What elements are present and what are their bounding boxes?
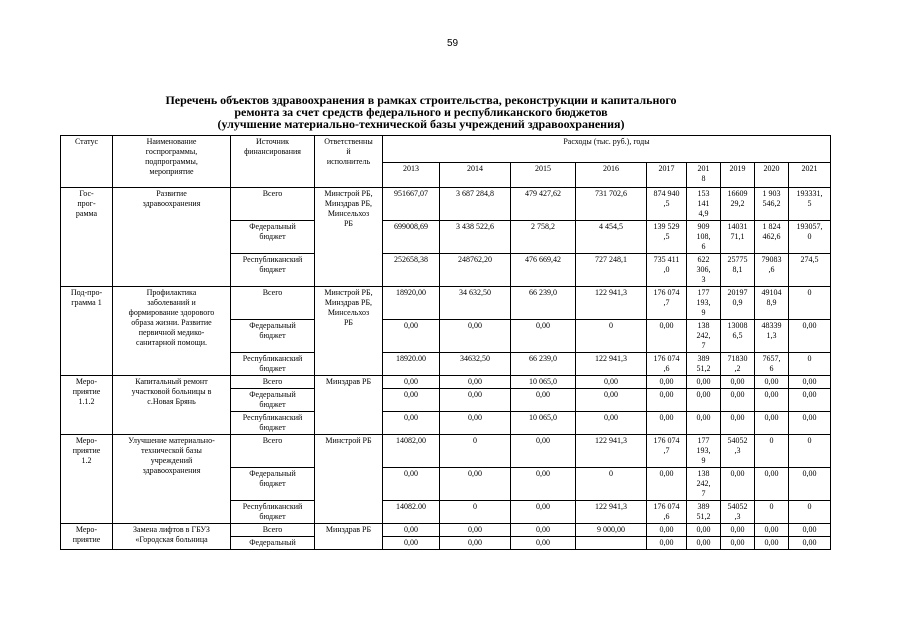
value-cell bbox=[576, 537, 647, 550]
value-cell: 731 702,6 bbox=[576, 188, 647, 221]
header-year: 2013 bbox=[383, 163, 440, 188]
value-cell: 0,00 bbox=[755, 412, 789, 435]
value-cell: 14031 71,1 bbox=[721, 221, 755, 254]
value-cell: 0,00 bbox=[383, 389, 440, 412]
value-cell: 0,00 bbox=[789, 412, 831, 435]
value-cell: 0,00 bbox=[576, 376, 647, 389]
status-cell: Гос- прог- рамма bbox=[61, 188, 113, 287]
value-cell: 0,00 bbox=[687, 389, 721, 412]
value-cell: 0,00 bbox=[789, 468, 831, 501]
source-cell: Всего bbox=[231, 287, 315, 320]
source-cell: Федеральный bbox=[231, 537, 315, 550]
source-cell: Всего bbox=[231, 435, 315, 468]
value-cell: 0 bbox=[755, 501, 789, 524]
value-cell: 0,00 bbox=[755, 524, 789, 537]
source-cell: Республиканский бюджет bbox=[231, 412, 315, 435]
responsible-cell: Минздрав РБ bbox=[315, 376, 383, 435]
value-cell: 622 306, 3 bbox=[687, 254, 721, 287]
value-cell: 14082.00 bbox=[383, 501, 440, 524]
value-cell: 66 239,0 bbox=[511, 353, 576, 376]
value-cell: 0,00 bbox=[687, 524, 721, 537]
value-cell: 0,00 bbox=[789, 320, 831, 353]
source-cell: Всего bbox=[231, 188, 315, 221]
header-source: Источник финансирования bbox=[231, 136, 315, 188]
table-row bbox=[61, 376, 831, 389]
value-cell: 0,00 bbox=[511, 537, 576, 550]
value-cell: 0,00 bbox=[647, 320, 687, 353]
value-cell: 0,00 bbox=[647, 389, 687, 412]
value-cell: 0,00 bbox=[789, 376, 831, 389]
value-cell: 909 108, 6 bbox=[687, 221, 721, 254]
value-cell: 0,00 bbox=[721, 537, 755, 550]
table-row bbox=[61, 188, 831, 221]
value-cell: 0,00 bbox=[647, 537, 687, 550]
value-cell: 0,00 bbox=[789, 389, 831, 412]
value-cell: 0 bbox=[789, 435, 831, 468]
header-year: 2019 bbox=[721, 163, 755, 188]
header-expenses: Расходы (тыс. руб.), годы bbox=[383, 136, 831, 163]
value-cell: 0 bbox=[789, 287, 831, 320]
title-line: ремонта за счет средств федерального и республиканского бюджетов bbox=[234, 105, 608, 119]
value-cell: 0,00 bbox=[511, 501, 576, 524]
table-row bbox=[61, 287, 831, 320]
value-cell: 0,00 bbox=[755, 389, 789, 412]
value-cell: 0,00 bbox=[440, 412, 511, 435]
value-cell: 479 427,62 bbox=[511, 188, 576, 221]
value-cell: 122 941,3 bbox=[576, 501, 647, 524]
header-year: 201 8 bbox=[687, 163, 721, 188]
value-cell: 0,00 bbox=[721, 376, 755, 389]
title-line: (улучшение материально-технической базы учреждений здравоохранения) bbox=[217, 117, 625, 131]
value-cell: 34632,50 bbox=[440, 353, 511, 376]
value-cell: 7657, 6 bbox=[755, 353, 789, 376]
responsible-cell: Минздрав РБ bbox=[315, 524, 383, 550]
expenses-table bbox=[60, 135, 831, 550]
value-cell: 0,00 bbox=[383, 376, 440, 389]
name-cell: Улучшение материально- технической базы учреждений здравоохранения bbox=[113, 435, 231, 524]
value-cell: 138 242, 7 bbox=[687, 320, 721, 353]
name-cell: Капитальный ремонт участковой больницы в с.Новая Брянь bbox=[113, 376, 231, 435]
source-cell: Федеральный бюджет bbox=[231, 389, 315, 412]
value-cell: 0,00 bbox=[440, 468, 511, 501]
value-cell: 193057, 0 bbox=[789, 221, 831, 254]
document-title bbox=[0, 94, 842, 130]
value-cell: 25775 8,1 bbox=[721, 254, 755, 287]
value-cell: 0,00 bbox=[383, 320, 440, 353]
source-cell: Республиканский бюджет bbox=[231, 254, 315, 287]
value-cell: 0,00 bbox=[687, 376, 721, 389]
status-cell: Меро- приятие bbox=[61, 524, 113, 550]
value-cell: 176 074 ,7 bbox=[647, 435, 687, 468]
header-name: Наименование госпрограммы, подпрограммы, мероприятие bbox=[113, 136, 231, 188]
table-body bbox=[61, 136, 831, 550]
value-cell: 1 903 546,2 bbox=[755, 188, 789, 221]
value-cell: 0,00 bbox=[721, 389, 755, 412]
value-cell: 0 bbox=[755, 435, 789, 468]
value-cell: 14082,00 bbox=[383, 435, 440, 468]
value-cell: 176 074 ,6 bbox=[647, 353, 687, 376]
value-cell: 49104 8,9 bbox=[755, 287, 789, 320]
source-cell: Всего bbox=[231, 376, 315, 389]
value-cell: 176 074 ,6 bbox=[647, 501, 687, 524]
source-cell: Республиканский бюджет bbox=[231, 501, 315, 524]
value-cell: 3 438 522,6 bbox=[440, 221, 511, 254]
table-row bbox=[61, 435, 831, 468]
value-cell: 389 51,2 bbox=[687, 353, 721, 376]
name-cell: Профилактика заболеваний и формирование здорового образа жизни. Развитие первичной медико- санитарной помощи. bbox=[113, 287, 231, 376]
status-cell: Под-про- грамма 1 bbox=[61, 287, 113, 376]
value-cell: 0 bbox=[440, 435, 511, 468]
source-cell: Федеральный бюджет bbox=[231, 221, 315, 254]
value-cell: 0 bbox=[576, 320, 647, 353]
value-cell: 0,00 bbox=[687, 412, 721, 435]
value-cell: 9 000,00 bbox=[576, 524, 647, 537]
value-cell: 79083 ,6 bbox=[755, 254, 789, 287]
value-cell: 0,00 bbox=[383, 468, 440, 501]
value-cell: 0,00 bbox=[721, 468, 755, 501]
value-cell: 0,00 bbox=[440, 524, 511, 537]
value-cell: 252658,38 bbox=[383, 254, 440, 287]
value-cell: 0 bbox=[576, 468, 647, 501]
source-cell: Федеральный бюджет bbox=[231, 468, 315, 501]
value-cell: 139 529 ,5 bbox=[647, 221, 687, 254]
value-cell: 0,00 bbox=[647, 412, 687, 435]
value-cell: 122 941,3 bbox=[576, 287, 647, 320]
value-cell: 0,00 bbox=[647, 468, 687, 501]
header-year: 2017 bbox=[647, 163, 687, 188]
source-cell: Республиканский бюджет bbox=[231, 353, 315, 376]
value-cell: 0 bbox=[440, 501, 511, 524]
value-cell: 0,00 bbox=[755, 537, 789, 550]
value-cell: 153 141 4,9 bbox=[687, 188, 721, 221]
value-cell: 248762,20 bbox=[440, 254, 511, 287]
value-cell: 66 239,0 bbox=[511, 287, 576, 320]
header-year: 2020 bbox=[755, 163, 789, 188]
value-cell: 71830 ,2 bbox=[721, 353, 755, 376]
value-cell: 177 193, 9 bbox=[687, 287, 721, 320]
value-cell: 0,00 bbox=[687, 537, 721, 550]
value-cell: 20197 0,9 bbox=[721, 287, 755, 320]
value-cell: 2 758,2 bbox=[511, 221, 576, 254]
value-cell: 3 687 284,8 bbox=[440, 188, 511, 221]
value-cell: 0,00 bbox=[576, 412, 647, 435]
header-year: 2015 bbox=[511, 163, 576, 188]
value-cell: 0 bbox=[789, 353, 831, 376]
value-cell: 0,00 bbox=[440, 389, 511, 412]
value-cell: 0,00 bbox=[440, 320, 511, 353]
header-responsible: Ответственны й исполнитель bbox=[315, 136, 383, 188]
value-cell: 34 632,50 bbox=[440, 287, 511, 320]
value-cell: 0 bbox=[789, 501, 831, 524]
value-cell: 389 51,2 bbox=[687, 501, 721, 524]
value-cell: 0,00 bbox=[511, 435, 576, 468]
value-cell: 0,00 bbox=[721, 524, 755, 537]
source-cell: Федеральный бюджет bbox=[231, 320, 315, 353]
status-cell: Меро- приятие 1.1.2 bbox=[61, 376, 113, 435]
value-cell: 122 941,3 bbox=[576, 435, 647, 468]
value-cell: 874 940 ,5 bbox=[647, 188, 687, 221]
value-cell: 54052 ,3 bbox=[721, 435, 755, 468]
value-cell: 0,00 bbox=[789, 537, 831, 550]
value-cell: 16609 29,2 bbox=[721, 188, 755, 221]
header-year: 2016 bbox=[576, 163, 647, 188]
header-year: 2014 bbox=[440, 163, 511, 188]
name-cell: Замена лифтов в ГБУЗ «Городская больница bbox=[113, 524, 231, 550]
value-cell: 0,00 bbox=[440, 376, 511, 389]
value-cell: 727 248,1 bbox=[576, 254, 647, 287]
header-status: Статус bbox=[61, 136, 113, 188]
header-year: 2021 bbox=[789, 163, 831, 188]
responsible-cell: Минстрой РБ, Минздрав РБ, Минсельхоз РБ bbox=[315, 287, 383, 376]
value-cell: 54052 ,3 bbox=[721, 501, 755, 524]
value-cell: 10 065,0 bbox=[511, 376, 576, 389]
value-cell: 0,00 bbox=[647, 376, 687, 389]
value-cell: 476 669,42 bbox=[511, 254, 576, 287]
value-cell: 0,00 bbox=[721, 412, 755, 435]
responsible-cell: Минстрой РБ, Минздрав РБ, Минсельхоз РБ bbox=[315, 188, 383, 287]
header-row bbox=[61, 136, 831, 163]
value-cell: 0,00 bbox=[383, 412, 440, 435]
value-cell: 0,00 bbox=[383, 524, 440, 537]
source-cell: Всего bbox=[231, 524, 315, 537]
value-cell: 0,00 bbox=[576, 389, 647, 412]
value-cell: 193331, 5 bbox=[789, 188, 831, 221]
value-cell: 0,00 bbox=[511, 389, 576, 412]
value-cell: 951667,07 bbox=[383, 188, 440, 221]
value-cell: 0,00 bbox=[440, 537, 511, 550]
value-cell: 0,00 bbox=[511, 524, 576, 537]
title-line: Перечень объектов здравоохранения в рамках строительства, реконструкции и капитального bbox=[165, 93, 677, 107]
value-cell: 735 411 ,0 bbox=[647, 254, 687, 287]
value-cell: 10 065,0 bbox=[511, 412, 576, 435]
value-cell: 122 941,3 bbox=[576, 353, 647, 376]
value-cell: 699008,69 bbox=[383, 221, 440, 254]
value-cell: 0,00 bbox=[755, 376, 789, 389]
value-cell: 177 193, 9 bbox=[687, 435, 721, 468]
value-cell: 274,5 bbox=[789, 254, 831, 287]
value-cell: 18920.00 bbox=[383, 353, 440, 376]
value-cell: 0,00 bbox=[383, 537, 440, 550]
status-cell: Меро- приятие 1.2 bbox=[61, 435, 113, 524]
value-cell: 4 454,5 bbox=[576, 221, 647, 254]
value-cell: 0,00 bbox=[511, 320, 576, 353]
value-cell: 0,00 bbox=[789, 524, 831, 537]
value-cell: 18920,00 bbox=[383, 287, 440, 320]
value-cell: 0,00 bbox=[755, 468, 789, 501]
value-cell: 138 242, 7 bbox=[687, 468, 721, 501]
value-cell: 0,00 bbox=[647, 524, 687, 537]
value-cell: 48339 1,3 bbox=[755, 320, 789, 353]
name-cell: Развитие здравоохранения bbox=[113, 188, 231, 287]
value-cell: 1 824 462,6 bbox=[755, 221, 789, 254]
value-cell: 176 074 ,7 bbox=[647, 287, 687, 320]
table-row bbox=[61, 524, 831, 537]
page-number: 59 bbox=[446, 38, 459, 49]
value-cell: 0,00 bbox=[511, 468, 576, 501]
responsible-cell: Минстрой РБ bbox=[315, 435, 383, 524]
value-cell: 13008 6,5 bbox=[721, 320, 755, 353]
